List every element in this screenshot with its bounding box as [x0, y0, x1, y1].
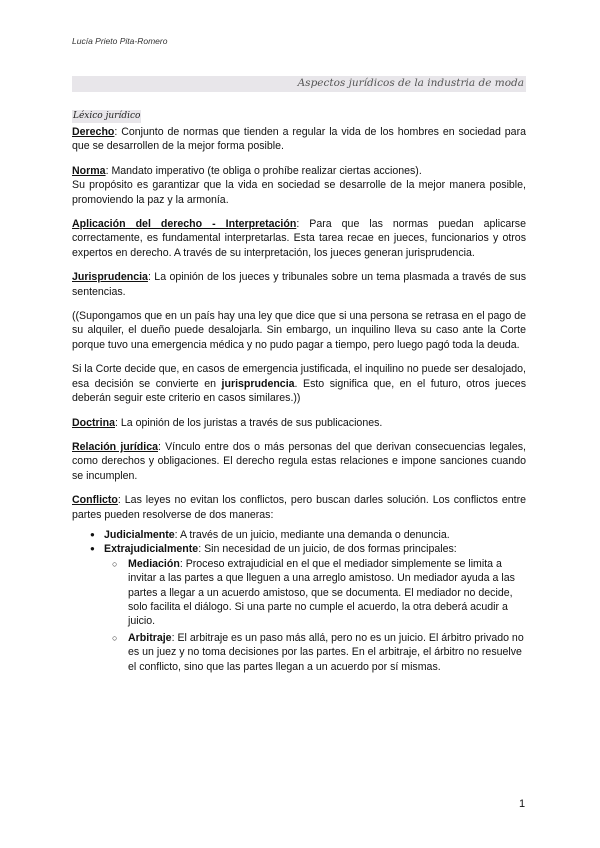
conflict-resolution-list	[72, 528, 526, 557]
jurisprudencia-example-2-a: Si la Corte decide que, en casos de emergencia justificada, el inquilino no puede ser desalojado, esa decisión se convierte en	[72, 363, 526, 390]
author-name: Lucía Prieto Pita-Romero	[72, 36, 168, 46]
sublist-item-arbitraje-term: Arbitraje	[128, 631, 172, 644]
definition-conflicto-text: : Las leyes no evitan los conflictos, pero buscan darles solución. Los conflictos entre partes pueden resolverse de dos maneras:	[72, 494, 526, 521]
sublist-item-mediacion-text: : Proceso extrajudicial en el que el mediador simplemente se limita a invitar a las partes a que lleguen a una arreglo amistoso. Un mediador ayuda a las partes a llegar a un acuerdo amistoso, que se documenta. El mediador no decide, solo facilita el diálogo. Si una parte no cumple el acuerdo, la otra deberá acudir a juicio.	[128, 557, 515, 628]
title-bar	[72, 76, 526, 92]
document-body	[72, 108, 526, 676]
list-item-judicial-term: Judicialmente	[104, 528, 175, 541]
definition-conflicto	[72, 493, 526, 522]
definition-derecho-text: : Conjunto de normas que tienden a regular la vida de los hombres en sociedad para que se desarrollen de la mejor forma posible.	[72, 126, 526, 153]
definition-relacion	[72, 440, 526, 483]
definition-jurisprudencia	[72, 270, 526, 299]
term-doctrina: Doctrina	[72, 416, 115, 429]
definition-aplicacion-text: : Para que las normas puedan aplicarse correctamente, es fundamental interpretarlas. Esta tarea recae en jueces, funcionarios y otros expertos en derecho. A través de su interpretación, los jueces generan jurisprudencia.	[72, 218, 526, 259]
definition-aplicacion	[72, 217, 526, 260]
sublist-item-mediacion-term: Mediación	[128, 557, 180, 570]
section-title: Léxico jurídico	[73, 111, 141, 121]
term-jurisprudencia: Jurisprudencia	[72, 271, 148, 284]
definition-relacion-text: : Vínculo entre dos o más personas del que derivan consecuencias legales, como derechos y obligaciones. El derecho regula estas relaciones e impone sanciones cuando se incumplen.	[72, 440, 526, 482]
jurisprudencia-example-2	[72, 362, 526, 405]
term-relacion: Relación jurídica	[72, 440, 158, 453]
definition-norma-text-2: Su propósito es garantizar que la vida en sociedad se desarrolle de la mejor manera posible, promoviendo la paz y la armonía.	[72, 179, 526, 206]
term-derecho: Derecho	[72, 126, 115, 138]
definition-doctrina	[72, 416, 526, 430]
definition-doctrina-text: : La opinión de los juristas a través de sus publicaciones.	[114, 416, 383, 429]
list-item-extrajudicial-term: Extrajudicialmente	[104, 543, 199, 556]
list-item-judicial-text: : A través de un juicio, mediante una demanda o denuncia.	[174, 528, 450, 541]
term-aplicacion: Aplicación del derecho - Interpretación	[72, 218, 297, 231]
definition-norma	[72, 164, 526, 207]
definition-norma-text: : Mandato imperativo (te obliga o prohíbe realizar ciertas acciones).	[105, 164, 422, 177]
jurisprudencia-example-2-bold: jurisprudencia	[221, 377, 295, 390]
term-conflicto: Conflicto	[72, 494, 118, 507]
sublist-item-mediacion	[112, 557, 526, 629]
list-item-extrajudicial-text: : Sin necesidad de un juicio, de dos formas principales:	[198, 543, 457, 556]
document-title: Aspectos jurídicos de la industria de moda	[297, 77, 524, 89]
definition-derecho	[72, 125, 526, 154]
definition-jurisprudencia-text: : La opinión de los jueces y tribunales sobre un tema plasmada a través de sus sentencias.	[72, 271, 526, 298]
sublist-item-arbitraje-text: : El arbitraje es un paso más allá, pero no es un juicio. El árbitro privado no es un juez y no toma decisiones por las partes. En el arbitraje, el árbitro no resuelve el conflicto, sino que las partes llegan a un acuerdo por sí mismas.	[128, 631, 524, 673]
extrajudicial-sublist	[72, 557, 526, 674]
jurisprudencia-example-2-b: . Esto significa que, en el futuro, otros jueces deberán seguir este criterio en casos similares.))	[72, 377, 526, 405]
term-norma: Norma	[72, 164, 106, 177]
list-item-judicial	[90, 528, 526, 542]
page-number: 1	[519, 798, 526, 810]
sublist-item-arbitraje	[112, 631, 526, 674]
jurisprudencia-example-1: ((Supongamos que en un país hay una ley que dice que si una persona se retrasa en el pago de su alquiler, el dueño puede desalojarla. Sin embargo, un inquilino lleva su caso ante la Corte porque tuvo una emergencia médica y no pudo pagar a tiempo, pero luego pagó toda la deuda.	[72, 310, 526, 351]
list-item-extrajudicial	[90, 542, 526, 556]
